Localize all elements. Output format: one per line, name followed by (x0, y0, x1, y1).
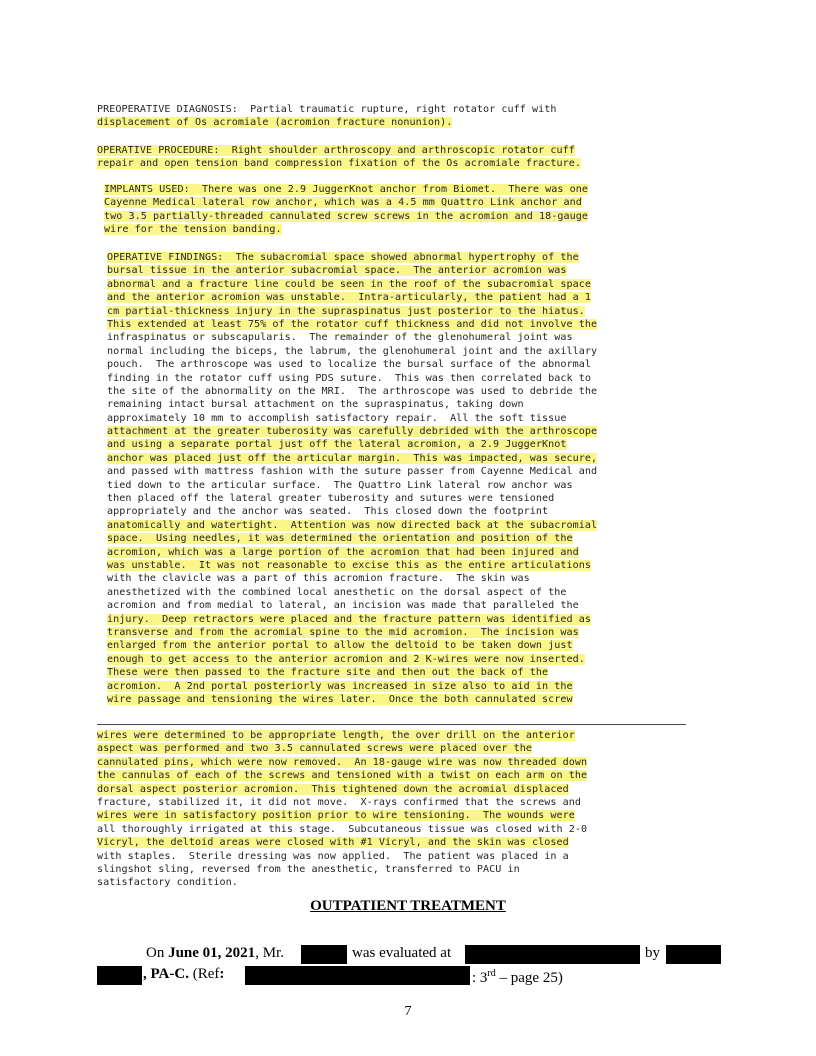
text-line (107, 599, 597, 612)
visit-line-on (146, 944, 284, 962)
text-line (104, 196, 588, 209)
text-line (107, 532, 597, 545)
text-line (107, 639, 597, 652)
highlighted-text: cm partial-thickness injury in the supraspinatus just posterior to the hiatus. (107, 305, 585, 317)
text-line (107, 412, 597, 425)
findings-continuation-block (97, 729, 587, 890)
highlighted-text: was unstable. It was not reasonable to excise this as the entire articulations (107, 559, 592, 571)
highlighted-text: cannulated pins, which were now removed. An 18-gauge wire was now threaded down (97, 756, 588, 768)
highlighted-text: anatomically and watertight. Attention was now directed back at the subacromial (107, 519, 598, 531)
plain-text: with the clavicle was a part of this acromion fracture. The skin was (107, 573, 530, 585)
plain-text: finding in the rotator cuff using PDS suture. This was then correlated back to (107, 372, 592, 384)
text-line (97, 103, 557, 116)
highlighted-text: and using a separate portal just off the lateral acromion, a 2.9 JuggerKnot (107, 439, 567, 451)
highlighted-text: enough to get access to the anterior acromion and 2 K-wires were now inserted. (107, 653, 585, 665)
text-line (107, 465, 597, 478)
text-line (107, 626, 597, 639)
visit-date: June 01, 2021 (168, 945, 256, 961)
by-text: by (645, 945, 660, 961)
ref-tail (472, 965, 563, 987)
text-line (107, 505, 597, 518)
section-heading: OUTPATIENT TREATMENT (310, 898, 506, 914)
highlighted-text: two 3.5 partially-threaded cannulated screw screws in the acromion and 18-gauge (104, 210, 589, 222)
ref-page-tail: – page 25) (495, 970, 563, 986)
ref-ordinal-suffix: rd (487, 968, 496, 979)
highlighted-text: wire for the tension banding. (104, 224, 282, 236)
text-line (97, 783, 587, 796)
text-line (107, 586, 597, 599)
highlighted-text: repair and open tension band compression fixation of the Os acromiale fracture. (97, 158, 582, 170)
highlighted-text: injury. Deep retractors were placed and the fracture pattern was identified as (107, 613, 592, 625)
evaluated-text: was evaluated at (352, 945, 452, 961)
text-line (107, 452, 597, 465)
plain-text: tied down to the articular surface. The Quattro Link lateral row anchor was (107, 479, 573, 491)
highlighted-text: the cannulas of each of the screws and tensioned with a twist on each arm on the (97, 770, 588, 782)
highlighted-text: dorsal aspect posterior acromion. This tightened down the acromial displaced (97, 783, 569, 795)
text-line (97, 769, 587, 782)
plain-text: remaining intact bursal attachment on the supraspinatus, taking down (107, 399, 524, 411)
text-line (107, 519, 597, 532)
plain-text: fracture, stabilized it, it did not move. X-rays confirmed that the screws and (97, 796, 582, 808)
text-line (97, 144, 581, 157)
plain-text: all thoroughly irrigated at this stage. Subcutaneous tissue was closed with 2-0 (97, 823, 588, 835)
highlighted-text: wires were determined to be appropriate length, the over drill on the anterior (97, 730, 575, 741)
text-line (97, 157, 581, 170)
text-line (107, 278, 597, 291)
text-line (107, 653, 597, 666)
highlighted-text: displacement of Os acromiale (acromion fracture nonunion). (97, 117, 453, 129)
text-line (104, 223, 588, 236)
text-line (107, 438, 597, 451)
text-line (97, 823, 587, 836)
highlighted-text: acromion, which was a large portion of the acromion that had been injured and (107, 546, 579, 558)
text-line (107, 251, 597, 264)
highlighted-text: wires were in satisfactory position prior to wire tensioning. The wounds were (97, 810, 575, 822)
plain-text: satisfactory condition. (97, 877, 238, 889)
text-line (107, 492, 597, 505)
highlighted-text: space. Using needles, it was determined the orientation and position of the (107, 533, 573, 545)
label-text: PREOPERATIVE DIAGNOSIS: Partial traumatic rupture, right rotator cuff with (97, 104, 557, 115)
text-line (104, 210, 588, 223)
highlighted-text: acromion. A 2nd portal posteriorly was increased in size also to aid in the (107, 680, 573, 692)
text-line (107, 398, 597, 411)
ref-open-text: (Ref (188, 966, 220, 982)
highlighted-text: Cayenne Medical lateral row anchor, which was a 4.5 mm Quattro Link anchor and (104, 197, 582, 209)
highlighted-text: enlarged from the anterior portal to allow the deltoid to be taken down just (107, 640, 573, 652)
highlighted-text: and the anterior acromion was unstable. Intra-articularly, the patient had a 1 (107, 292, 592, 304)
text-line (97, 796, 587, 809)
text-line (97, 836, 587, 849)
redaction-reference (245, 966, 470, 985)
text-line (107, 358, 597, 371)
ref-colon: : (219, 966, 225, 982)
text-line (107, 680, 597, 693)
text-line (107, 425, 597, 438)
operative-findings-block (107, 251, 597, 706)
page-number: 7 (404, 1004, 412, 1019)
text-line (107, 264, 597, 277)
text-line (107, 318, 597, 331)
text-line (97, 850, 587, 863)
highlighted-text: OPERATIVE FINDINGS: The subacromial space showed abnormal hypertrophy of the (107, 252, 579, 263)
redaction-provider-initial (97, 966, 142, 985)
text-line (107, 291, 597, 304)
highlighted-text: Vicryl, the deltoid areas were closed with #1 Vicryl, and the skin was closed (97, 837, 569, 849)
highlighted-text: abnormal and a fracture line could be seen in the roof of the subacromial space (107, 278, 592, 290)
redaction-patient-name (301, 945, 347, 964)
text-line (97, 742, 587, 755)
highlighted-text: attachment at the greater tuberosity was carefully debrided with the arthroscope (107, 426, 598, 438)
text-line (107, 385, 597, 398)
plain-text: appropriately and the anchor was seated. This closed down the footprint (107, 506, 549, 518)
operative-procedure-block (97, 144, 581, 171)
plain-text: with staples. Sterile dressing was now applied. The patient was placed in a (97, 850, 569, 862)
on-text: On (146, 945, 169, 961)
plain-text: and passed with mattress fashion with the suture passer from Cayenne Medical and (107, 466, 598, 478)
plain-text: the site of the abnormality on the MRI. The arthroscope was used to debride the (107, 385, 598, 397)
text-line (97, 116, 557, 129)
plain-text: anesthetized with the combined local anesthetic on the dorsal aspect of the (107, 586, 567, 598)
highlighted-text: transverse and from the acromial spine to the mid acromion. The incision was (107, 626, 579, 638)
pa-credential: , PA-C. (143, 966, 189, 982)
ref-page-text: : 3 (472, 970, 488, 986)
text-line (97, 729, 587, 742)
text-line (104, 183, 588, 196)
text-line (97, 756, 587, 769)
text-line (107, 666, 597, 679)
plain-text: then placed off the lateral greater tuberosity and sutures were tensioned (107, 493, 555, 505)
text-line (107, 331, 597, 344)
text-line (107, 613, 597, 626)
highlighted-text: bursal tissue in the anterior subacromial space. The anterior acromion was (107, 265, 567, 277)
implants-used-block (104, 183, 588, 237)
plain-text: slingshot sling, reversed from the anesthetic, transferred to PACU in (97, 863, 520, 875)
highlighted-text: IMPLANTS USED: There was one 2.9 JuggerKnot anchor from Biomet. There was one (104, 184, 589, 195)
text-line (107, 372, 597, 385)
plain-text: approximately 10 mm to accomplish satisfactory repair. All the soft tissue (107, 412, 567, 424)
text-line (107, 345, 597, 358)
highlighted-text: These were then passed to the fracture site and then out the back of the (107, 667, 549, 679)
plain-text: infraspinatus or subscapularis. The remainder of the glenohumeral joint was (107, 332, 573, 344)
page-break-divider (97, 724, 686, 725)
plain-text: pouch. The arthroscope was used to localize the bursal surface of the abnormal (107, 359, 592, 371)
highlighted-text: anchor was placed just off the articular margin. This was impacted, was secure, (107, 452, 598, 464)
highlighted-text: aspect was performed and two 3.5 cannulated screws were placed over the (97, 743, 533, 755)
text-line (97, 809, 587, 822)
plain-text: normal including the biceps, the labrum, the glenohumeral joint and the axillary (107, 345, 598, 357)
text-line (97, 876, 587, 889)
redaction-provider-name (666, 945, 721, 964)
highlighted-text: This extended at least 75% of the rotator cuff thickness and did not involve the (107, 318, 598, 330)
text-line (107, 559, 597, 572)
highlighted-text: wire passage and tensioning the wires later. Once the both cannulated screw (107, 693, 573, 705)
preoperative-diagnosis-block (97, 103, 557, 130)
highlighted-text: OPERATIVE PROCEDURE: Right shoulder arthroscopy and arthroscopic rotator cuff (97, 145, 575, 156)
visit-line-ref (143, 965, 224, 983)
text-line (107, 305, 597, 318)
text-line (107, 693, 597, 706)
redaction-facility (465, 945, 640, 964)
text-line (97, 863, 587, 876)
text-line (107, 546, 597, 559)
plain-text: acromion and from medial to lateral, an incision was made that paralleled the (107, 600, 579, 612)
mr-text: , Mr. (255, 945, 284, 961)
text-line (107, 479, 597, 492)
text-line (107, 572, 597, 585)
